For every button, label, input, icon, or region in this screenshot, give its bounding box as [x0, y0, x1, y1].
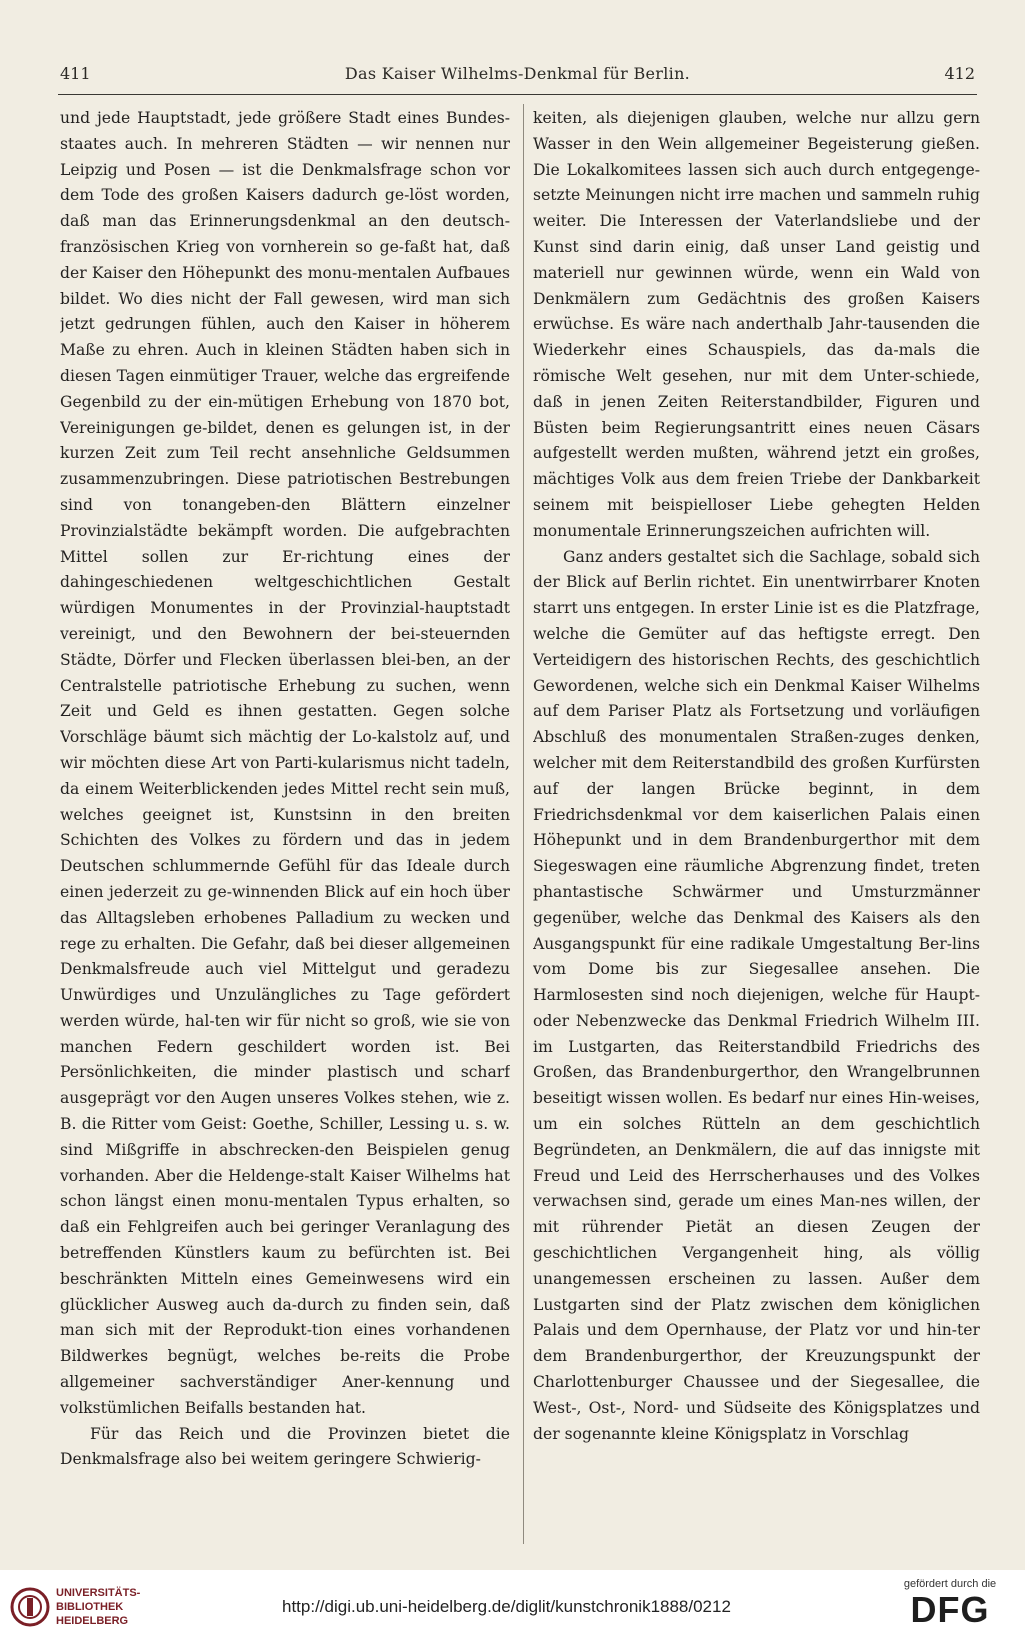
running-title: Das Kaiser Wilhelms-Denkmal für Berlin.	[344, 64, 691, 83]
right-paragraph-1: keiten, als diejenigen glauben, welche nur allzu gern Wasser in den Wein allgemeiner Begeisterung gießen. Die Lokalkomitees lassen sich auch durch entgegenge-setzte Meinungen nicht irre machen und sammeln ruhig weiter. Die Interessen der Vaterlandsliebe und der Kunst sind darin einig, daß unser Land geistig und materiell nur gewinnen würde, wenn ein Wald von Denkmälern zum Gedächtnis des großen Kaisers erwüchse. Es wäre nach anderthalb Jahr-tausenden die Wiederkehr eines Schauspiels, das da-mals die römische Welt gesehen, nur mit dem Unter-schiede, daß in jenen Zeiten Reiterstandbilder, Figuren und Büsten beim Regierungsantritt eines neuen Cäsars aufgestellt werden mußten, während jetzt ein großes, mächtiges Volk aus dem freien Triebe der Dankbarkeit seinem mit beispielloser Liebe gehegten Helden monumentale Erinnerungszeichen aufrichten will.	[533, 109, 980, 540]
library-line-2: BIBLIOTHEK	[56, 1601, 124, 1613]
right-paragraph-2: Ganz anders gestaltet sich die Sachlage, sobald sich der Blick auf Berlin richtet. Ein unentwirrbarer Knoten starrt uns entgegen. In erster Linie ist es die Platzfrage, welche die Gemüter auf das heftigste erregt. Den Verteidigern des historischen Rechts, des geschichtlich Gewordenen, welche sich ein Denkmal Kaiser Wilhelms auf dem Pariser Platz als Fortsetzung und vorläufigen Abschluß des monumentalen Straßen-zuges denken, welcher mit dem Reiterstandbild des großen Kurfürsten auf der langen Brücke beginnt, in dem Friedrichsdenkmal vor dem kaiserlichen Palais einen Höhepunkt und in dem Brandenburgerthor mit dem Siegeswagen eine räumliche Abgrenzung findet, treten phantastische Schwärmer und Umsturzmänner gegenüber, welche das Denkmal des Kaisers als den Ausgangspunkt für eine radikale Umgestaltung Ber-lins vom Dome bis zur Siegesallee ansehen. Die Harmlosesten sind noch diejenigen, welche für Haupt- oder Nebenzwecke das Denkmal Friedrich Wilhelm III. im Lustgarten, das Reiterstandbild Friedrichs des Großen, das Brandenburgerthor, den Wrangelbrunnen beseitigt wissen wollen. Es bedarf nur eines Hin-weises, um ein solches Rütteln an dem geschichtlich Begründeten, an Denkmälern, die auf das innigste mit Freud und Leid des Herrscherhauses und des Volkes verwachsen sind, gerade um eines Man-nes willen, der mit rührender Pietät an diesen Zeugen der geschichtlichen Vergangenheit hing, als völlig unangemessen erscheinen zu lassen. Außer dem Lustgarten sind der Platz zwischen dem königlichen Palais und dem Opernhause, der Platz vor und hin-ter dem Brandenburgerthor, der Kreuzungspunkt der Charlottenburger Chaussee und der Siegesallee, die West-, Ost-, Nord- und Südseite des Königsplatzes und der sogenannte kleine Königsplatz in Vorschlag	[533, 547, 980, 1443]
library-line-3: HEIDELBERG	[56, 1615, 129, 1627]
header-rule	[58, 94, 977, 95]
library-seal-icon	[10, 1584, 50, 1630]
viewer-footer	[0, 1570, 1025, 1645]
library-logo[interactable]	[10, 1584, 200, 1632]
dfg-logo[interactable]	[885, 1578, 1015, 1640]
left-column	[60, 106, 510, 1546]
running-head	[60, 64, 975, 90]
permalink-url[interactable]: http://digi.ub.uni-heidelberg.de/diglit/kunstchronik1888/0212	[282, 1597, 731, 1616]
page-number-right: 412	[944, 64, 975, 83]
left-paragraph-1: und jede Hauptstadt, jede größere Stadt eines Bundes-staates auch. In mehreren Städten — wir nennen nur Leipzig und Posen — ist die Denkmalsfrage schon vor dem Tode des großen Kaisers dadurch ge-löst worden, daß man das Erinnerungsdenkmal an den deutsch-französischen Krieg von vornherein so ge-faßt hat, daß der Kaiser den Höhepunkt des monu-mentalen Aufbaues bildet. Wo dies nicht der Fall gewesen, wird man sich jetzt gedrungen fühlen, auch den Kaiser in höherem Maße zu ehren. Auch in kleinen Städten haben sich in diesen Tagen einmütiger Trauer, welche das ergreifende Gegenbild zu der ein-mütigen Erhebung von 1870 bot, Vereinigungen ge-bildet, denen es gelungen ist, in der kurzen Zeit zum Teil recht ansehnliche Geldsummen zusammenzubringen. Diese patriotischen Bestrebungen sind von tonangeben-den Blättern einzelner Provinzialstädte bekämpft worden. Die aufgebrachten Mittel sollen zur Er-richtung eines der dahingeschiedenen weltgeschichtlichen Gestalt würdigen Monumentes in der Provinzial-hauptstadt vereinigt, und den Bewohnern der bei-steuernden Städte, Dörfer und Flecken überlassen blei-ben, an der Centralstelle patriotische Erhebung zu suchen, wenn Zeit und Geld es ihnen gestatten. Gegen solche Vorschläge bäumt sich mächtig der Lo-kalstolz auf, und wir möchten diese Art von Parti-kularismus nicht tadeln, da einem Weiterblickenden jedes Mittel recht sein muß, welches geeignet ist, Kunstsinn in den breiten Schichten des Volkes zu fördern und das in jedem Deutschen schlummernde Gefühl für das Ideale durch einen jederzeit zu ge-winnenden Blick auf ein hoch über das Alltagsleben erhobenes Palladium zu wecken und rege zu erhalten. Die Gefahr, daß bei dieser allgemeinen Denkmalsfreude auch viel Mittelgut und geradezu Unwürdiges und Unzulängliches zu Tage gefördert werden würde, hal-ten wir für nicht so groß, wie sie von manchen Federn geschildert worden ist. Bei Persönlichkeiten, die minder plastisch und scharf ausgeprägt vor den Augen unseres Volkes stehen, wie z. B. die Ritter vom Geist: Goethe, Schiller, Lessing u. s. w. sind Mißgriffe in abschrecken-den Beispielen genug vorhanden. Aber die Heldenge-stalt Kaiser Wilhelms hat schon längst einen monu-mentalen Typus erhalten, so daß ein Fehlgreifen auch bei geringer Veranlagung des betreffenden Künstlers kaum zu befürchten ist. Bei beschränkten Mitteln eines Gemeinwesens wird ein glücklicher Ausweg auch da-durch zu finden sein, daß man sich mit der Reprodukt-tion eines vorhandenen Bildwerkes begnügt, welches be-reits die Probe allgemeiner sachverständiger Aner-kennung und volkstümlichen Beifalls bestanden hat.	[60, 109, 510, 1417]
page-number-left: 411	[60, 64, 91, 83]
right-column	[533, 106, 980, 1546]
library-name	[56, 1586, 140, 1628]
dfg-mark: DFG	[910, 1589, 990, 1630]
funding-caption: gefördert durch die	[903, 1578, 997, 1590]
left-paragraph-2: Für das Reich und die Provinzen bietet die Denkmalsfrage also bei weitem geringere Schwierig-	[60, 1424, 510, 1469]
column-divider	[523, 104, 524, 1544]
library-line-1: UNIVERSITÄTS-	[56, 1587, 141, 1599]
